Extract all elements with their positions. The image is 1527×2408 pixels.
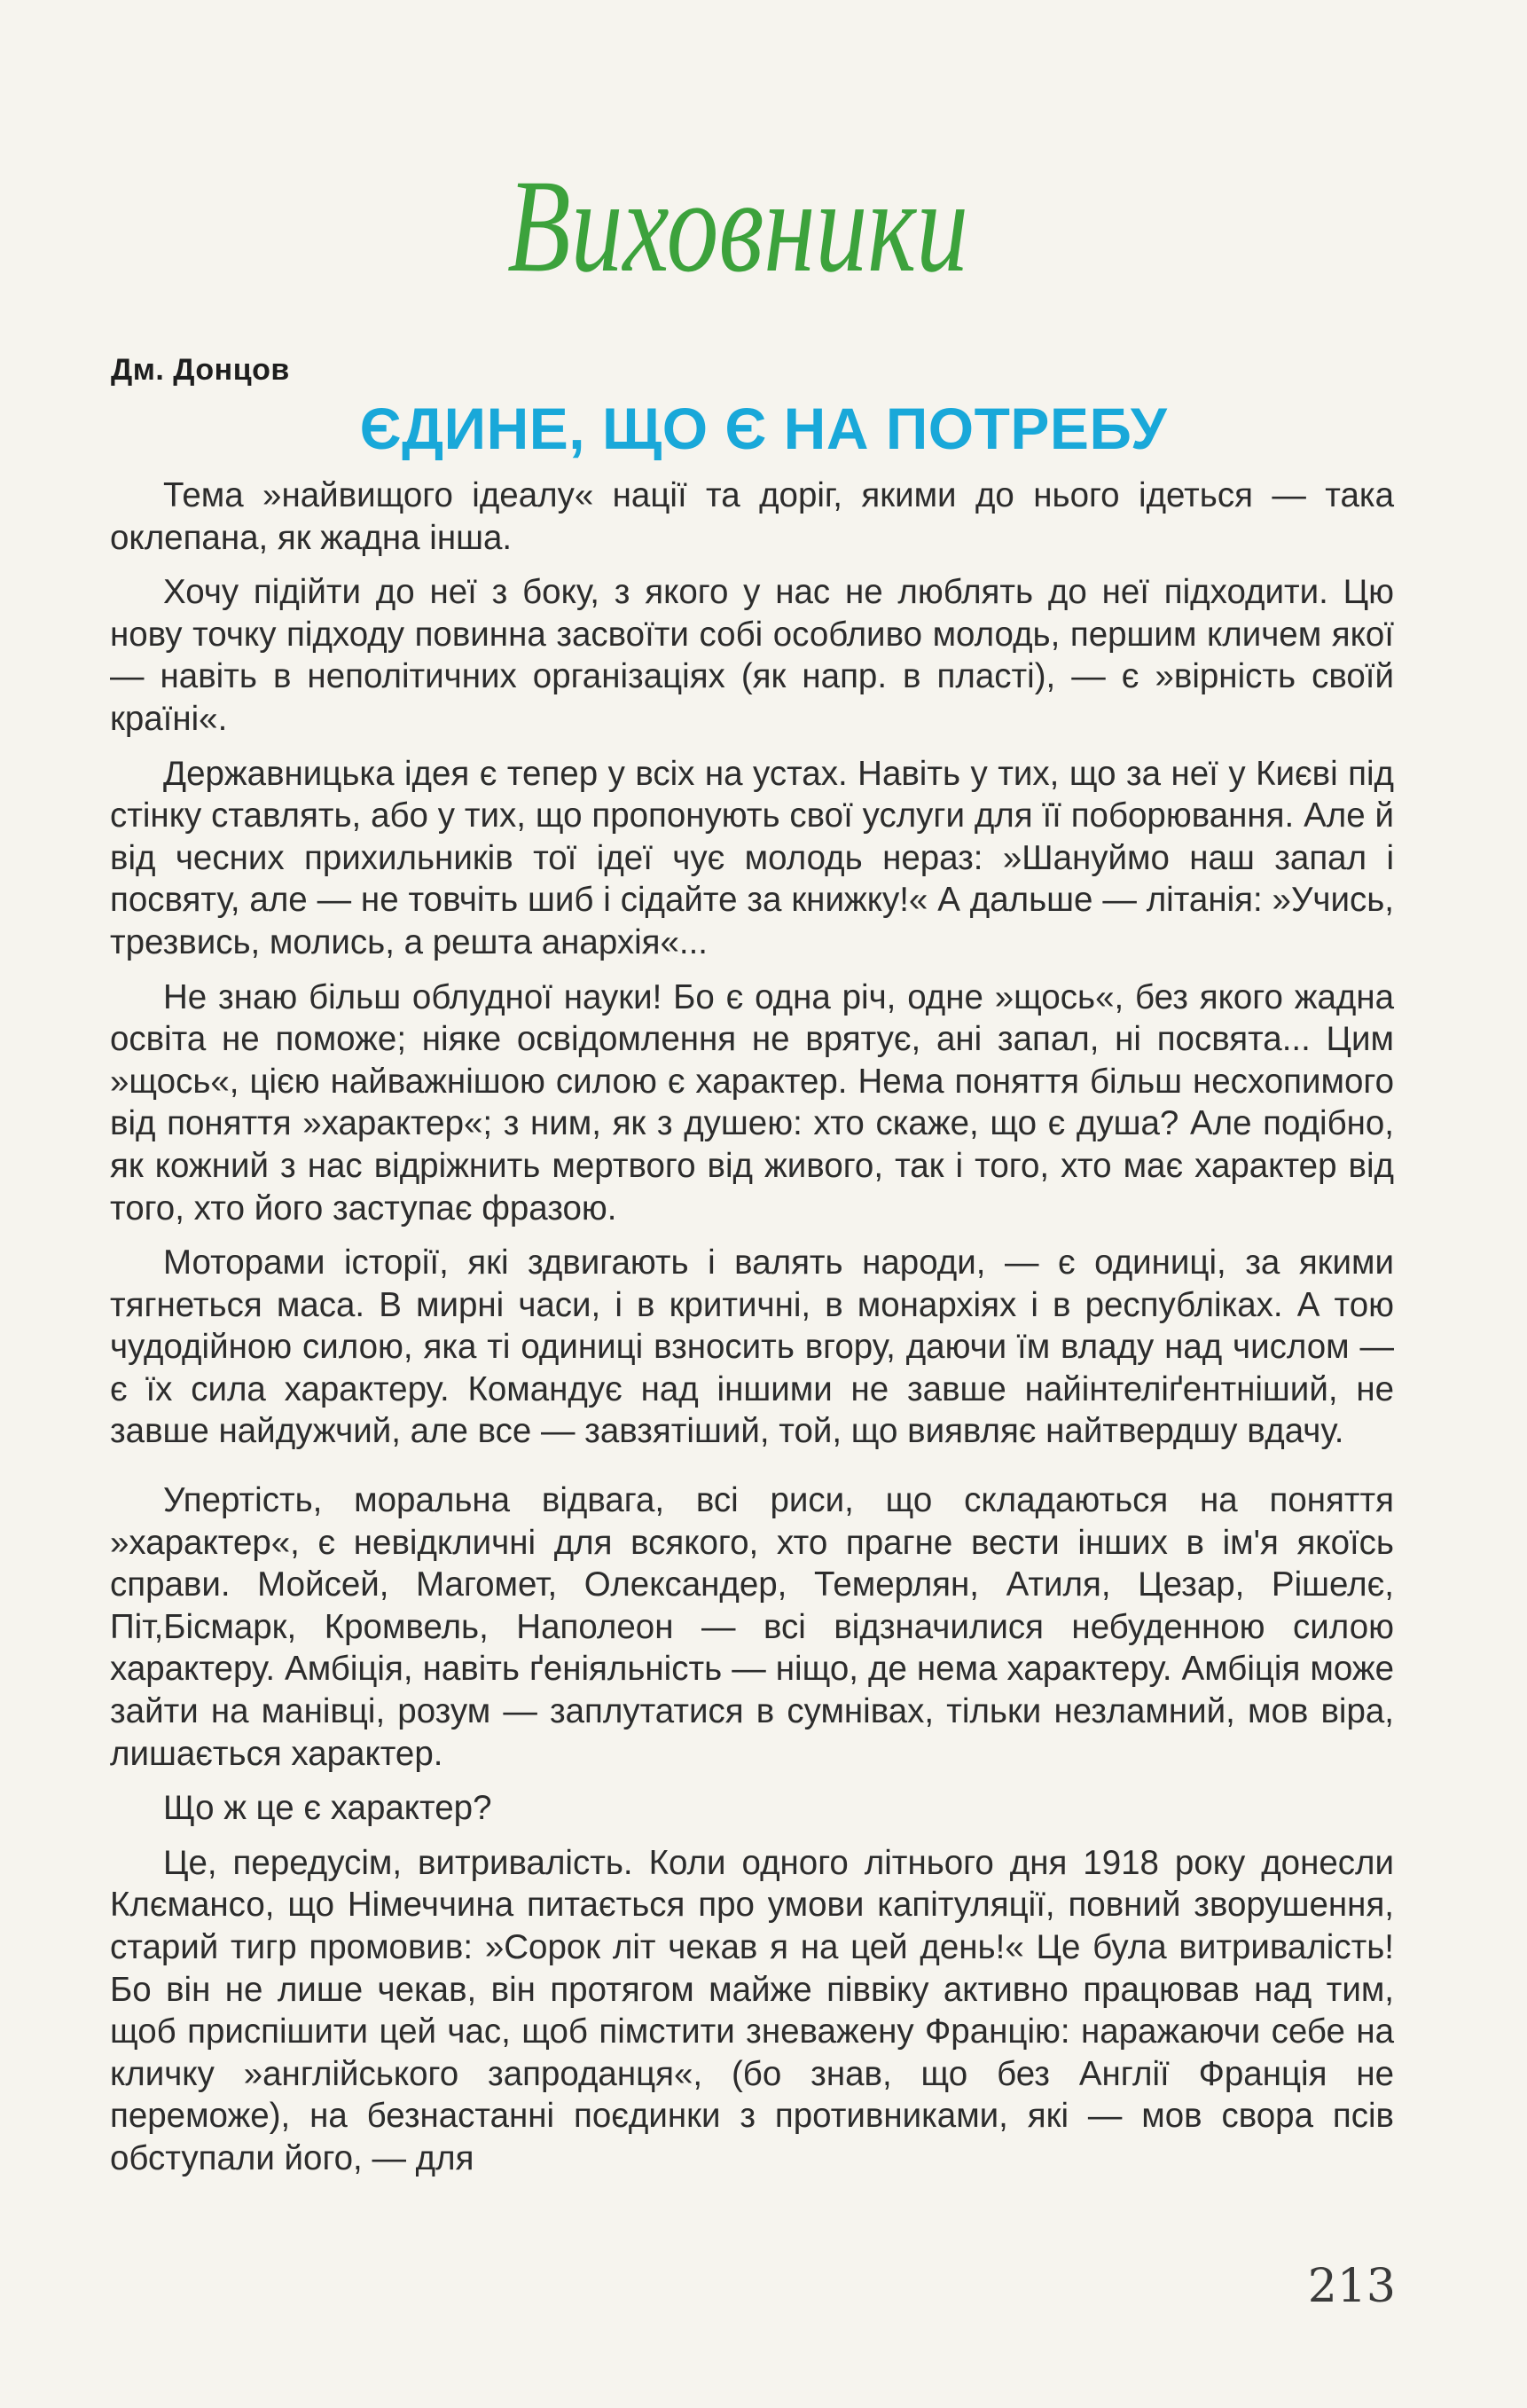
section-heading-text: Виховники xyxy=(507,153,968,300)
paragraph: Що ж це є характер? xyxy=(163,1789,492,1828)
paragraph: Тема »найвищого ідеалу« нації та доріг, якими до нього ідеться — така оклепана, як жадна інша. xyxy=(110,476,1394,557)
author-name: Дм. Донцов xyxy=(111,353,290,387)
article-body xyxy=(110,475,1394,2192)
section-heading-script xyxy=(498,106,995,310)
article-title: ЄДИНЕ, ЩО Є НА ПОТРЕБУ xyxy=(359,396,1168,461)
page-number: 213 xyxy=(1307,2260,1396,2313)
paragraph: Хочу підійти до неї з боку, з якого у нас не люблять до неї підходити. Цю нову точку підходу повинна засвоїти собі особливо молодь, першим кличем якої — навіть в неполітичних організаціях (як напр. в пласті), — є »вірність своїй країні«. xyxy=(110,573,1394,738)
paragraph: Не знаю більш облудної науки! Бо є одна річ, одне »щось«, без якого жадна освіта не поможе; ніяке освідомлення не врятує, ані запал, ні посвята... Цим »щось«, цією найважнішою силою є характер. Нема поняття більш несхопимого від поняття »характер«; з ним, як з душею: хто скаже, що є душа? Але подібно, як кожний з нас відріжнить мертвого від живого, так і того, хто має характер від того, хто його заступає фразою. xyxy=(110,977,1394,1228)
paragraph: Державницька ідея є тепер у всіх на устах. Навіть у тих, що за неї у Києві під стінку ставлять, або у тих, що пропонують свої услуги для її поборювання. Але й від чесних прихильників тої ідеї чує молодь нераз: »Шануймо наш запал і посвяту, але — не товчіть шиб і сідайте за книжку!« А дальше — літанія: »Учись, трезвись, молись, а решта анархія«... xyxy=(110,754,1394,961)
paragraph: Моторами історії, які здвигають і валять народи, — є одиниці, за якими тягнеться маса. В мирні часи, і в критичні, в монархіях і в республіках. А тою чудодійною силою, яка ті одиниці взносить вгору, даючи їм владу над числом — є їх сила характеру. Командує над іншими не завше найінтеліґентніший, не завше найдужчий, але все — завзятіший, той, що виявляє найтвердшу вдачу. xyxy=(110,1243,1394,1451)
paragraph: Упертість, моральна відвага, всі риси, що складаються на поняття »характер«, є невідкличні для всякого, хто прагне вести інших в ім'я якоїсь справи. Мойсей, Магомет, Олександер, Темерлян, Атиля, Цезар, Рішелє, Піт,Бісмарк, Кромвель, Наполеон — всі відзначилися небуденною силою характеру. Амбіція, навіть ґеніяльність — ніщо, де нема характеру. Амбіція може зайти на манівці, розум — заплутатися в сумнівах, тільки незламний, мов віра, лишається характер. xyxy=(110,1481,1394,1773)
paragraph: Це, передусім, витривалість. Коли одного літнього дня 1918 року донесли Клємансо, що Німеччина питається про умови капітуляції, повний зворушення, старий тигр промовив: »Сорок літ чекав я на цей день!« Це була витривалість! Бо він не лише чекав, він протягом майже піввіку активно працював над тим, щоб приспішити цей час, щоб пімстити зневажену Францію: наражаючи себе на кличку »англійського запроданця«, (бо знав, що без Англії Франція не переможе), на безнастанні поєдинки з противниками, які — мов свора псів обступали його, — для xyxy=(110,1843,1394,2177)
